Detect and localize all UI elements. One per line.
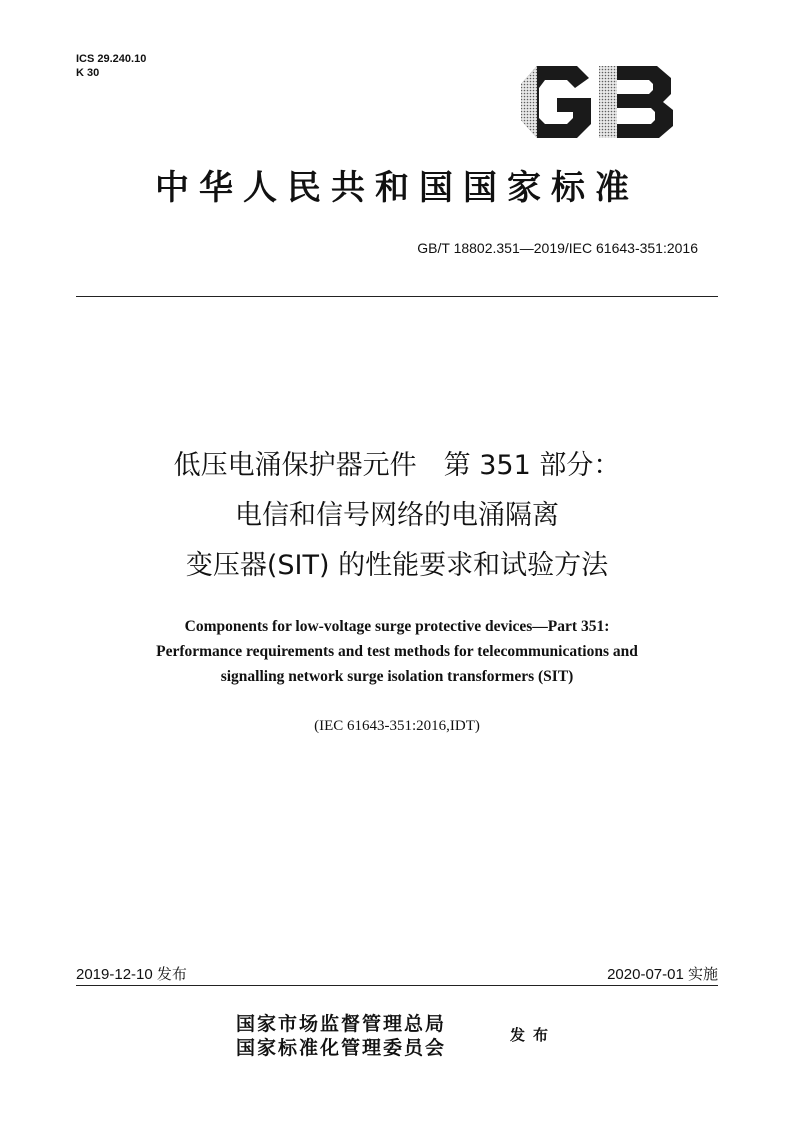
english-title-line-2: Performance requirements and test methods for telecommunications and <box>156 643 638 660</box>
equivalence-statement: (IEC 61643-351:2016,IDT) <box>314 718 480 734</box>
footer-divider <box>76 985 718 986</box>
english-title-line-3: signalling network surge isolation transformers (SIT) <box>220 668 574 685</box>
issuer-sac: 国家标准化管理委员会 <box>236 1037 447 1059</box>
chinese-title-line-2: 电信和信号网络的电涌隔离 <box>235 500 559 531</box>
chinese-title-line-1: 低压电涌保护器元件 第 351 部分： <box>173 450 621 481</box>
national-standard-title: 中华人民共和国国家标准 <box>155 168 639 208</box>
standard-number: GB/T 18802.351—2019/IEC 61643-351:2016 <box>417 240 698 256</box>
english-title-line-1: Components for low-voltage surge protective devices—Part 351: <box>184 618 610 635</box>
issuing-organizations <box>236 1012 446 1060</box>
publish-label: 发布 <box>510 1026 557 1044</box>
ccs-code: K 30 <box>76 67 100 79</box>
header-divider <box>76 296 718 297</box>
issue-date: 2019-12-10 发布 <box>76 966 187 983</box>
english-title <box>0 614 794 689</box>
gb-logo <box>517 62 677 142</box>
classification-codes <box>76 52 146 80</box>
chinese-title-line-3: 变压器(SIT) 的性能要求和试验方法 <box>185 550 609 581</box>
ics-code: ICS 29.240.10 <box>76 53 147 65</box>
issuer-samr: 国家市场监督管理总局 <box>236 1013 447 1035</box>
implementation-date: 2020-07-01 实施 <box>607 966 718 983</box>
